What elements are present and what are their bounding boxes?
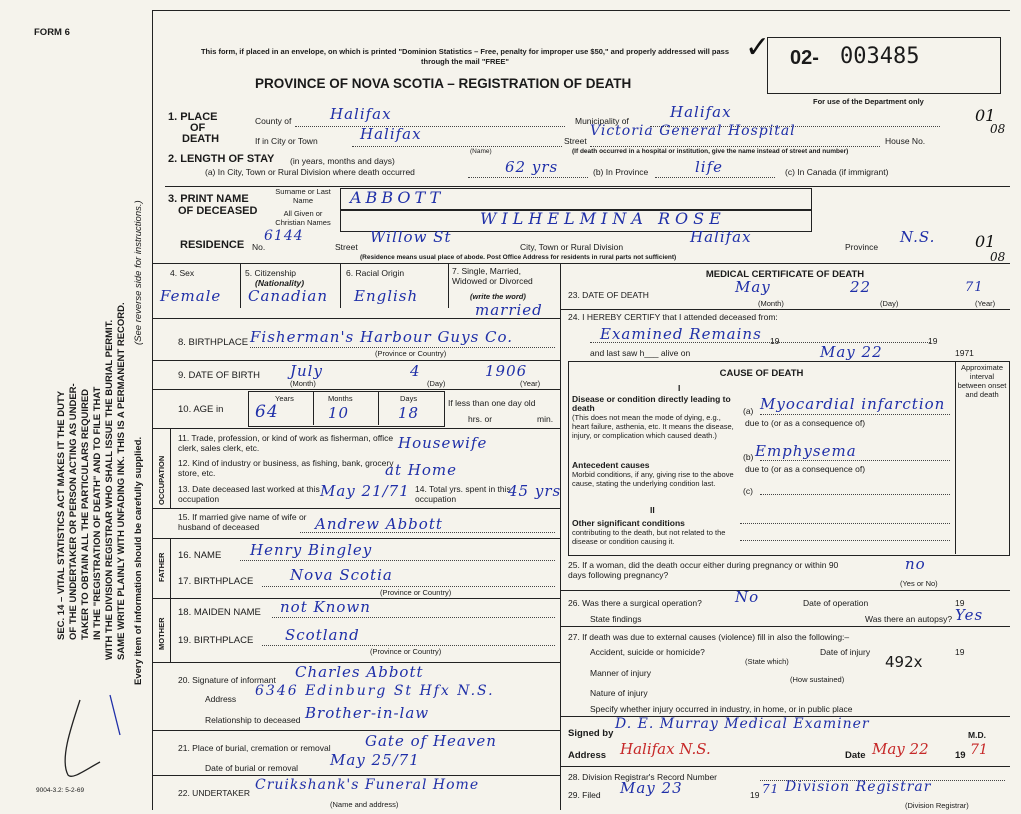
other-conditions-hint: contributing to the death, but not related to the disease or condition causing it. <box>572 528 726 546</box>
name-label: 3. PRINT NAME OF DECEASED <box>168 193 258 217</box>
occupation-side-line <box>170 428 171 508</box>
father-side-label: FATHER <box>157 552 166 582</box>
reg-prefix: 02- <box>790 47 819 69</box>
stay-a-label: (a) In City, Town or Rural Division where death occurred <box>205 167 415 177</box>
accident-label: Accident, suicide or homicide? <box>590 647 705 657</box>
father-name-label: 16. NAME <box>178 550 222 561</box>
attended-year-2: 19 <box>928 336 938 346</box>
dept-code-2: 01 <box>975 232 996 251</box>
county-value: Halifax <box>330 105 392 123</box>
side-note-line3: TAKER TO OBTAIN ALL THE PARTICULARS REQUIRED <box>80 388 91 640</box>
informant-relation-label: Relationship to deceased <box>205 715 301 725</box>
q26-value: No <box>735 588 760 606</box>
stay-b-label: (b) In Province <box>593 167 649 177</box>
municipality-value: Halifax <box>670 103 732 121</box>
last-worked-label: 13. Date deceased last worked at this occupation <box>178 484 320 504</box>
sign-date-value: May 22 <box>872 740 929 758</box>
dob-day-hint: (Day) <box>427 379 446 388</box>
residence-city-value: Halifax <box>690 228 752 246</box>
dob-day: 4 <box>410 362 421 380</box>
stay-b-value: life <box>695 158 724 176</box>
undertaker-hint: (Name and address) <box>330 800 399 809</box>
manner-label: Manner of injury <box>590 668 651 678</box>
side-note-line7: Every item of information should be carefully supplied. <box>133 436 144 685</box>
mother-birthplace-label: 19. BIRTHPLACE <box>178 635 254 646</box>
death-date-day: 22 <box>850 278 872 296</box>
stay-hint: (in years, months and days) <box>290 156 395 166</box>
form-number: FORM 6 <box>34 27 70 38</box>
registrar-hint: (Division Registrar) <box>905 801 969 810</box>
row28-top <box>560 766 1010 767</box>
father-bp-hint: (Province or Country) <box>380 588 452 597</box>
sex-value: Female <box>160 287 222 305</box>
total-years-label: 14. Total yrs. spent in this occupation <box>415 484 511 504</box>
mother-name-label: 18. MAIDEN NAME <box>178 607 261 618</box>
hrs-label: hrs. or <box>468 414 493 424</box>
row27-top <box>560 626 1010 627</box>
pen-scribble <box>40 690 130 785</box>
q25-hint: (Yes or No) <box>900 579 938 588</box>
cause-a-line <box>760 414 950 415</box>
footer-code: 9004-3.2: 5-2-69 <box>36 787 85 794</box>
mother-birthplace-value: Scotland <box>285 626 360 644</box>
row10-top <box>152 389 560 390</box>
filed-label: 29. Filed <box>568 790 601 800</box>
city-value: Halifax <box>360 125 422 143</box>
informant-sig-value: Charles Abbott <box>295 663 424 681</box>
frame-top-line <box>152 10 1010 11</box>
md-label: M.D. <box>968 730 986 740</box>
informant-address-value: 6346 Edinburg St Hfx N.S. <box>255 683 495 699</box>
informant-address-label: Address <box>205 694 237 704</box>
row9-top <box>152 360 560 361</box>
last-saw-label: and last saw h___ alive on <box>590 348 691 358</box>
certify-label: 24. I HEREBY CERTIFY that I attended deceased from: <box>568 312 778 322</box>
spouse-value: Andrew Abbott <box>315 515 443 533</box>
mother-birthplace-line <box>262 645 555 646</box>
dob-year: 1906 <box>485 362 528 380</box>
attended-from-value: Examined Remains <box>600 325 762 343</box>
cause-b-value: Emphysema <box>755 442 857 460</box>
injury-date-year: 19 <box>955 647 965 657</box>
citizenship-value: Canadian <box>248 287 329 305</box>
death-day-hint: (Day) <box>880 299 899 308</box>
dept-code-1b: 08 <box>990 122 1006 136</box>
trade-value: Housewife <box>398 434 488 452</box>
autopsy-label: Was there an autopsy? <box>865 614 953 624</box>
age-years-value: 64 <box>255 402 279 422</box>
county-label: County of <box>255 116 292 126</box>
municipality-label: Municipality of <box>575 116 629 126</box>
cause-a-label: (a) <box>743 406 754 416</box>
autopsy-value: Yes <box>955 606 984 624</box>
injury-date-label: Date of injury <box>820 647 871 657</box>
mother-name-line <box>272 617 555 618</box>
row24-top <box>560 309 1010 310</box>
father-top <box>152 538 560 539</box>
racial-value: English <box>354 287 419 305</box>
burial-place-label: 21. Place of burial, cremation or removal <box>178 743 331 753</box>
death-year-hint: (Year) <box>975 299 996 308</box>
birthplace-line <box>250 347 555 348</box>
disease-label: Disease or condition directly leading to death <box>572 394 731 413</box>
stay-b-line <box>655 177 775 178</box>
marital-label: 7. Single, Married, Widowed or Divorced <box>452 266 533 286</box>
main-grid-top <box>152 263 1010 264</box>
father-name-value: Henry Bingley <box>250 541 373 559</box>
record-number-label: 28. Division Registrar's Record Number <box>568 772 718 782</box>
last-saw-year: 1971 <box>955 348 974 358</box>
undertaker-value: Cruikshank's Funeral Home <box>255 777 480 793</box>
side-note-line6: SAME WRITE PLAINLY WITH UNFADING INK. THIS IS A PERMANENT RECORD. <box>116 302 127 660</box>
hospital-hint: (If death occurred in a hospital or institution, give the name instead of street and number) <box>572 148 849 155</box>
dob-month-hint: (Month) <box>290 379 316 388</box>
occupation-top <box>152 428 560 429</box>
birthplace-label: 8. BIRTHPLACE <box>178 337 249 348</box>
filed-year-prefix: 19 <box>750 790 760 800</box>
city-line <box>352 146 562 147</box>
side-note-line4: IN THE "REGISTRATION OF DEATH" AND TO FILE THAT <box>92 386 103 640</box>
informant-sig-label: 20. Signature of informant <box>178 675 276 685</box>
last-saw-value: May 22 <box>820 343 883 361</box>
marital-hint: (write the word) <box>470 292 526 301</box>
dept-code-1: 01 <box>975 106 996 125</box>
age-label: 10. AGE in <box>178 404 224 415</box>
mother-side-label: MOTHER <box>157 617 166 650</box>
street-label: Street <box>564 136 587 146</box>
antecedent-label: Antecedent causes <box>572 460 650 470</box>
form-title: PROVINCE OF NOVA SCOTIA – REGISTRATION OF DEATH <box>255 76 632 91</box>
col-5-6-line <box>340 263 341 308</box>
filed-date-value: May 23 <box>620 779 683 797</box>
father-birthplace-line <box>262 586 555 587</box>
given-label: All Given or Christian Names <box>275 209 331 227</box>
state-which-hint: (State which) <box>745 657 789 666</box>
death-date-year: 71 <box>965 280 984 295</box>
row15-top <box>152 508 560 509</box>
city-name-hint: (Name) <box>470 148 492 155</box>
mother-bp-hint: (Province or Country) <box>370 647 442 656</box>
registrar-signature: Division Registrar <box>785 779 932 795</box>
code-stamp: 492x <box>885 653 923 671</box>
occupation-side-label: OCCUPATION <box>157 455 166 505</box>
interval-header: Approximate interval between onset and death <box>957 363 1007 399</box>
mother-name-value: not Known <box>280 598 371 616</box>
col-6-7-line <box>448 263 449 308</box>
informant-relation-value: Brother-in-law <box>305 704 430 722</box>
trade-label: 11. Trade, profession, or kind of work as fisherman, office clerk, sales clerk, etc. <box>178 433 394 453</box>
cause-a-value: Myocardial infarction <box>760 395 946 413</box>
operation-date-year: 19 <box>955 598 965 608</box>
col-4-5-line <box>240 263 241 308</box>
q26-label: 26. Was there a surgical operation? <box>568 598 702 608</box>
age-months-value: 10 <box>328 404 350 422</box>
marital-value: married <box>475 301 543 319</box>
specify-label: Specify whether injury occurred in industry, in home, or in public place <box>590 704 853 714</box>
residence-province-label: Province <box>845 242 879 252</box>
father-name-line <box>240 560 555 561</box>
reg-number: 003485 <box>840 44 920 69</box>
residence-hint: (Residence means usual place of abode. Post Office Address for residents in rural parts not sufficient) <box>360 254 677 261</box>
residence-label: RESIDENCE <box>180 239 245 251</box>
sign-address-value: Halifax N.S. <box>620 740 711 758</box>
signed-by-label: Signed by <box>568 728 614 739</box>
residence-city-label: City, Town or Rural Division <box>520 242 624 252</box>
death-date-label: 23. DATE OF DEATH <box>568 290 649 300</box>
residence-street-value: Willow St <box>370 228 452 246</box>
row26-top <box>560 590 1010 591</box>
cause-c-label: (c) <box>743 486 753 496</box>
father-birthplace-label: 17. BIRTHPLACE <box>178 576 254 587</box>
q25-value: no <box>905 555 926 573</box>
sex-label: 4. Sex <box>170 268 195 278</box>
death-date-month: May <box>735 278 771 296</box>
q27-label: 27. If death was due to external causes (violence) fill in also the following:– <box>568 632 850 642</box>
dob-year-hint: (Year) <box>520 379 541 388</box>
surname-value: ABBOTT <box>350 188 445 207</box>
industry-value: at Home <box>385 461 457 479</box>
stay-a-value: 62 yrs <box>505 158 559 176</box>
interval-column-line <box>955 361 956 554</box>
sign-date-label: Date <box>845 750 866 761</box>
age-days-value: 18 <box>398 404 420 422</box>
age-years-label: Years <box>275 394 294 403</box>
attended-year-1: 19 <box>770 336 780 346</box>
side-note-line5: WITH THE DIVISION REGISTRAR WHO SHALL ISSUE THE BURIAL PERMIT. <box>104 319 115 660</box>
other-line-2 <box>740 540 950 541</box>
nature-label: Nature of injury <box>590 688 648 698</box>
spouse-label: 15. If married give name of wife or husband of deceased <box>178 512 307 532</box>
racial-label: 6. Racial Origin <box>346 268 405 278</box>
cause-b-label: (b) <box>743 452 754 462</box>
death-month-hint: (Month) <box>758 299 784 308</box>
cause-b-line <box>760 460 950 461</box>
antecedent-hint: Morbid conditions, if any, giving rise to the above cause, stating the underlying condition last. <box>572 470 734 488</box>
residence-no-label: No. <box>252 242 266 252</box>
age-box-div2 <box>378 391 379 425</box>
age-months-label: Months <box>328 394 353 403</box>
birthplace-value: Fisherman's Harbour Guys Co. <box>250 328 514 346</box>
house-no-label: House No. <box>885 136 926 146</box>
burial-date-label: Date of burial or removal <box>205 763 299 773</box>
other-line-1 <box>740 523 950 524</box>
row8-top <box>152 318 560 319</box>
street-value: Victoria General Hospital <box>590 123 796 139</box>
parents-side-line <box>170 538 171 662</box>
less-day-label: If less than one day old <box>448 398 536 408</box>
mail-notice: This form, if placed in an envelope, on which is printed "Dominion Statistics – Free, penalty for improper use $50," and properly addressed will pass through the mail "FREE" <box>200 47 730 66</box>
dept-use-label: For use of the Department only <box>813 97 924 106</box>
other-conditions-label: Other significant conditions <box>572 518 685 528</box>
residence-province-value: N.S. <box>900 228 936 246</box>
disease-hint: (This does not mean the mode of dying, e.g., heart failure, asthenia, etc. It means the disease, injury, or complication which caused death.) <box>572 413 734 440</box>
age-days-label: Days <box>400 394 418 403</box>
cause-c-line <box>760 494 950 495</box>
city-label: If in City or Town <box>255 136 318 146</box>
burial-top <box>152 730 560 731</box>
given-value: WILHELMINA ROSE <box>480 209 726 228</box>
father-birthplace-value: Nova Scotia <box>290 566 393 584</box>
total-years-value: 45 yrs <box>508 482 562 500</box>
stay-c-label: (c) In Canada (if immigrant) <box>785 167 889 177</box>
sign-address-label: Address <box>568 750 607 761</box>
citizenship-label: 5. Citizenship (Nationality) <box>245 268 305 288</box>
min-label: min. <box>537 414 554 424</box>
undertaker-label: 22. UNDERTAKER <box>178 788 250 798</box>
due-to-label-2: due to (or as a consequence of) <box>745 464 866 474</box>
section-one-label: I <box>678 383 681 393</box>
how-sustained-hint: (How sustained) <box>790 675 845 684</box>
filed-year-value: 71 <box>762 782 780 796</box>
street-line <box>590 146 880 147</box>
age-box-div1 <box>313 391 314 425</box>
side-note-line8: (See reverse side for instructions.) <box>133 200 144 345</box>
residence-street-label: Street <box>335 242 358 252</box>
sign-year-value: 71 <box>970 742 988 758</box>
undertaker-top <box>152 775 560 776</box>
stay-a-line <box>468 177 588 178</box>
side-note-line2: OF THE UNDERTAKER OR PERSON ACTING AS UNDER- <box>68 383 79 640</box>
last-worked-value: May 21/71 <box>320 482 410 500</box>
side-note-line1: SEC. 14 – VITAL STATISTICS ACT MAKES IT THE DUTY <box>56 390 67 640</box>
stay-label: 2. LENGTH OF STAY <box>168 153 275 165</box>
section-two-label: II <box>650 505 655 515</box>
birthplace-hint: (Province or Country) <box>375 349 447 358</box>
place-label: 1. PLACE OF DEATH <box>168 111 220 145</box>
signed-by-value: D. E. Murray Medical Examiner <box>615 716 870 732</box>
check-mark: ✓ <box>745 30 771 65</box>
industry-label: 12. Kind of industry or business, as fishing, bank, grocery store, etc. <box>178 458 394 478</box>
burial-date-value: May 25/71 <box>330 751 420 769</box>
cause-header: CAUSE OF DEATH <box>719 368 804 379</box>
dob-month: July <box>290 362 323 380</box>
operation-date-label: Date of operation <box>803 598 869 608</box>
main-grid-divider <box>560 263 561 810</box>
q25-label: 25. If a woman, did the death occur either during pregnancy or within 90 days following pregnancy? <box>568 560 839 580</box>
burial-place-value: Gate of Heaven <box>365 732 497 750</box>
due-to-label-1: due to (or as a consequence of) <box>745 418 866 428</box>
surname-label: Surname or Last Name <box>275 187 331 205</box>
medical-header: MEDICAL CERTIFICATE OF DEATH <box>705 269 865 280</box>
dept-code-2b: 08 <box>990 250 1006 264</box>
dob-label: 9. DATE OF BIRTH <box>178 370 260 381</box>
state-findings-label: State findings <box>590 614 642 624</box>
county-line <box>295 126 565 127</box>
sign-year-prefix: 19 <box>955 750 966 761</box>
residence-no-value: 6144 <box>264 228 304 244</box>
frame-left-line <box>152 10 153 810</box>
